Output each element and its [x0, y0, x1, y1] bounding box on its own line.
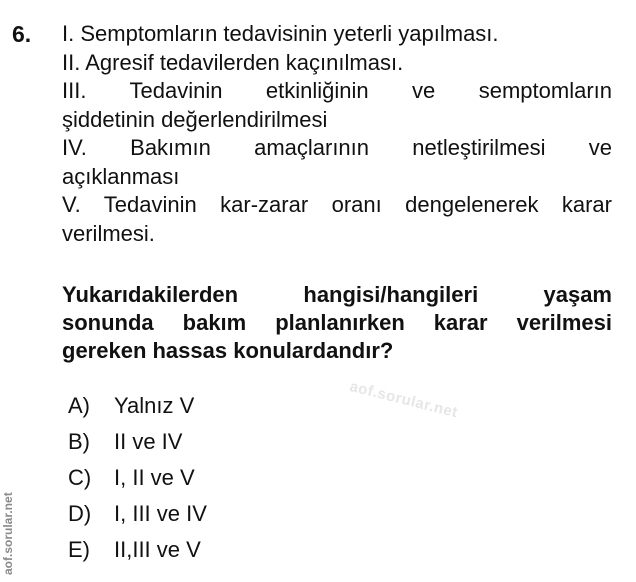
option-b[interactable]: [68, 424, 207, 460]
statement-text-5-line-1: Tedavinin kar-zarar oranı dengelenerek karar: [103, 192, 612, 217]
statement-label-1: I.: [62, 21, 75, 46]
statement-item-2: [62, 49, 612, 78]
statement-text-4-line-1: Bakımın amaçlarının netleştirilmesi ve: [130, 135, 612, 160]
statement-label-2: II.: [62, 49, 81, 75]
option-text-e: II,III ve V: [114, 537, 201, 562]
option-letter-c: C): [68, 465, 92, 490]
statement-label-5: V.: [62, 192, 81, 217]
statement-item-5-continued: [62, 220, 612, 249]
statement-text-5-line-2: verilmesi.: [62, 220, 155, 246]
statement-text-3-line-2: şiddetinin değerlendirilmesi: [62, 106, 328, 132]
question-stem-line-3: gereken hassas konulardandır?: [62, 338, 394, 363]
statement-text-2: Agresif tedavilerden kaçınılması.: [85, 49, 404, 75]
statement-item-5: [62, 191, 612, 220]
option-text-a: Yalnız V: [114, 393, 195, 418]
watermark-side: aof.sorular.net: [1, 492, 15, 575]
option-letter-a: A): [68, 393, 90, 418]
option-e[interactable]: [68, 532, 207, 568]
statement-list: [62, 20, 612, 248]
statement-item-4: [62, 134, 612, 163]
option-text-c: I, II ve V: [114, 465, 195, 490]
statement-item-3-continued: [62, 106, 612, 135]
watermark-diagonal: aof.sorular.net: [347, 378, 460, 422]
option-a[interactable]: [68, 388, 207, 424]
question-stem-line-2: sonunda bakım planlanırken karar verilmesi: [62, 310, 612, 335]
option-text-b: II ve IV: [114, 429, 183, 454]
option-c[interactable]: [68, 460, 207, 496]
answer-options: [68, 388, 207, 568]
question-stem: [62, 281, 612, 365]
statement-label-4: IV.: [62, 135, 87, 160]
statement-text-4-line-2: açıklanması: [62, 163, 180, 189]
statement-item-4-continued: [62, 163, 612, 192]
statement-item-3: [62, 77, 612, 106]
option-text-d: I, III ve IV: [114, 501, 207, 526]
question-stem-line-1: Yukarıdakilerden hangisi/hangileri yaşam: [62, 282, 612, 307]
option-letter-b: B): [68, 429, 90, 454]
option-d[interactable]: [68, 496, 207, 532]
statement-text-1: Semptomların tedavisinin yeterli yapılması.: [80, 21, 499, 46]
option-letter-e: E): [68, 537, 90, 562]
statement-item-1: [62, 20, 612, 49]
option-letter-d: D): [68, 501, 92, 526]
statement-text-3-line-1: Tedavinin etkinliğinin ve semptomların: [129, 78, 612, 103]
question-number: 6.: [12, 21, 32, 47]
statement-label-3: III.: [62, 78, 87, 103]
